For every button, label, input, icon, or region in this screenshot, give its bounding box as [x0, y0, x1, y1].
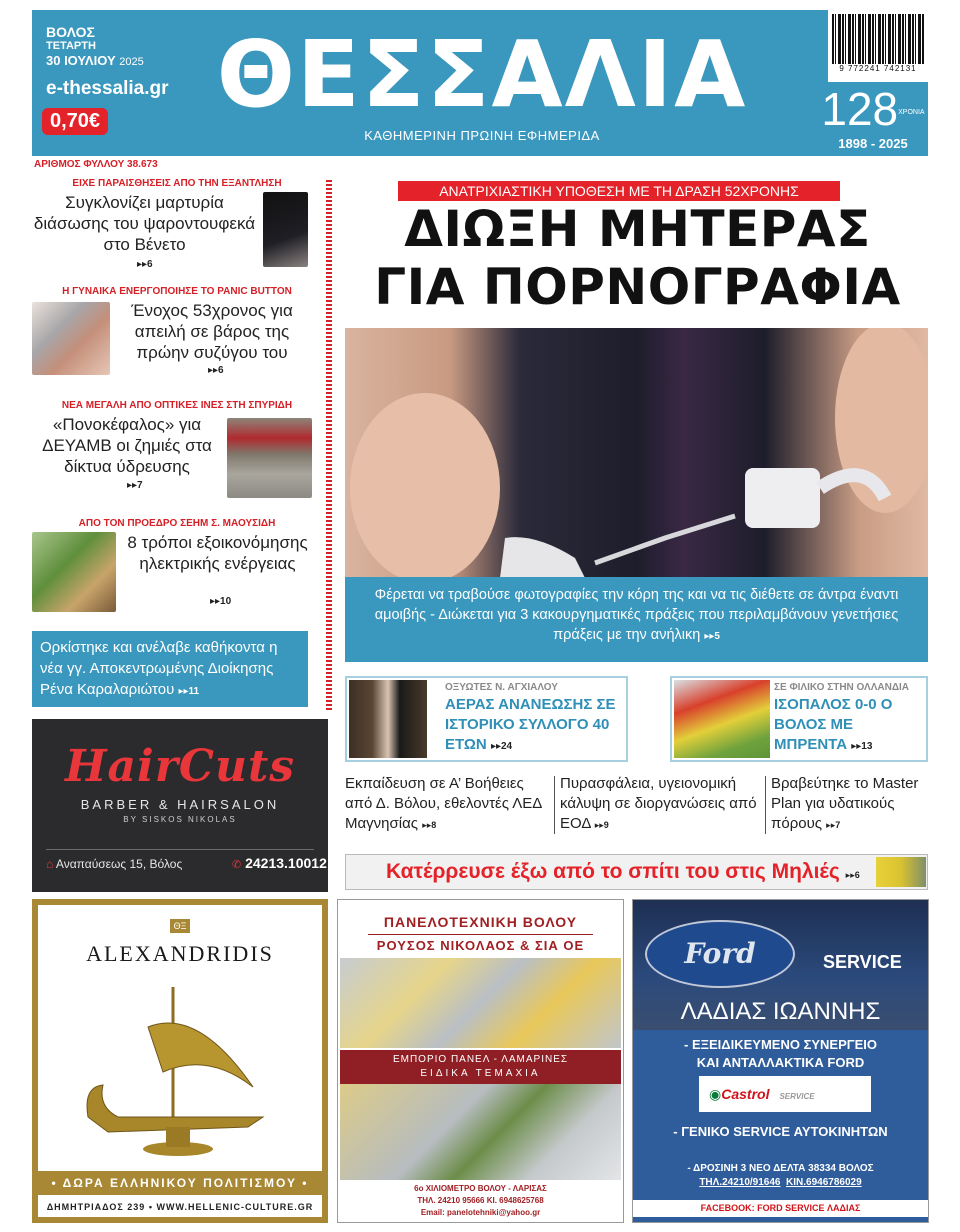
teaser-title-text: ΙΣΟΠΑΛΟΣ 0-0 Ο ΒΟΛΟΣ ΜΕ ΜΠΡΕΝΤΑ	[774, 696, 893, 753]
address-text: Αναπαύσεως 15, Βόλος	[55, 857, 183, 871]
page-ref: ▸▸8	[422, 820, 437, 830]
teaser-photo	[674, 680, 770, 758]
ad-panelotechniki[interactable]	[337, 899, 624, 1223]
date-label	[46, 53, 144, 68]
mini-story-2[interactable]	[560, 774, 760, 835]
page-ref: ▸▸5	[704, 631, 720, 642]
newspaper-logo[interactable]: ΘΕΣΣΑΛΙΑ	[216, 21, 748, 128]
divider	[554, 776, 555, 834]
left-story-4[interactable]	[32, 518, 322, 607]
story-thumbnail	[32, 302, 110, 375]
panel-phone: ΤΗΛ. 24210 95666 ΚΙ. 6948625768	[417, 1196, 544, 1205]
haircuts-phone	[232, 855, 327, 871]
anniversary-label: ΧΡΟΝΙΑ	[898, 108, 925, 116]
news-strip[interactable]	[345, 854, 928, 890]
story-headline[interactable]: Συγκλονίζει μαρτυρία διάσωσης του ψαροντουφεκά στο Βένετο	[33, 193, 256, 254]
page-ref: ▸▸24	[490, 741, 513, 752]
panel-subtitle: ΡΟΥΣΟΣ ΝΙΚΟΛΑΟΣ & ΣΙΑ ΟΕ	[376, 938, 585, 953]
story-kicker: Η ΓΥΝΑΙΚΑ ΕΝΕΡΓΟΠΟΙΗΣΕ ΤΟ PANIC BUTTON	[62, 286, 292, 297]
mini-story-text: Βραβεύτηκε το Master Plan για υδατικούς πόρους	[771, 775, 919, 832]
alexandridis-address: ΔΗΜΗΤΡΙΑΔΟΣ 239 • WWW.HELLENIC-CULTURE.GR	[46, 1202, 314, 1212]
panel-band-line2: ΕΙΔΙΚΑ ΤΕΜΑΧΙΑ	[420, 1068, 541, 1079]
teaser-kicker: ΣΕ ΦΙΛΙΚΟ ΣΤΗΝ ΟΛΛΑΝΔΙΑ	[774, 682, 910, 693]
ford-line-2: - ΓΕΝΙΚΟ SERVICE ΑΥΤΟΚΙΝΗΤΩΝ	[673, 1124, 888, 1139]
page-ref: ▸▸7	[826, 820, 841, 830]
mini-story-1[interactable]	[345, 774, 550, 835]
title-line-1: ΔΙΩΞΗ ΜΗΤΕΡΑΣ	[404, 200, 871, 258]
anniversary-badge	[818, 84, 928, 138]
alexandridis-mark: ΘΞ	[170, 919, 190, 933]
ford-owner-name: ΛΑΔΙΑΣ ΙΩΑΝΝΗΣ	[680, 998, 881, 1025]
page-ref: ▸▸6	[208, 365, 224, 376]
barcode	[828, 10, 928, 82]
ad-ford-service[interactable]	[632, 899, 929, 1223]
panel-email[interactable]: Email: panelotehniki@yahoo.gr	[420, 1208, 541, 1217]
panel-address: 6ο ΧΙΛΙΟΜΕΤΡΟ ΒΟΛΟΥ - ΛΑΡΙΣΑΣ	[414, 1184, 547, 1193]
panel-contact	[338, 1183, 623, 1219]
alexandridis-name: ALEXANDRIDIS	[86, 941, 274, 966]
teaser-card-1[interactable]	[345, 676, 628, 762]
castrol-emblem-icon: ◉	[709, 1086, 722, 1102]
ad-alexandridis[interactable]	[32, 899, 328, 1223]
anniversary-years: 128	[821, 83, 899, 135]
city-label: ΒΟΛΟΣ	[46, 24, 95, 40]
teaser-title	[445, 695, 625, 757]
barcode-number: 9 772241 742131	[839, 64, 917, 73]
date-text: 30 ΙΟΥΛΙΟΥ	[46, 53, 116, 68]
story-thumbnail	[32, 532, 116, 612]
haircuts-logo: HairCuts	[64, 741, 296, 792]
page-ref: ▸▸11	[178, 686, 200, 697]
panels-photo-top	[340, 958, 621, 1048]
story-headline[interactable]: 8 τρόποι εξοικονόμησης ηλεκτρικής ενέργειας	[127, 533, 308, 573]
story-headline[interactable]: Ένοχος 53χρονος για απειλή σε βάρος της πρώην συζύγου του	[131, 301, 293, 362]
phone-icon: ✆	[232, 859, 242, 871]
teaser-title	[774, 695, 924, 757]
teaser-card-2[interactable]	[670, 676, 928, 762]
ad-haircuts[interactable]	[32, 719, 328, 892]
castrol-text: Castrol	[721, 1086, 770, 1102]
story-headline[interactable]: «Πονοκέφαλος» για ΔΕΥΑΜΒ οι ζημιές στα δίκτυα ύδρευσης	[42, 415, 212, 476]
page-ref: ▸▸7	[127, 480, 143, 491]
haircuts-subtitle: BARBER & HAIRSALON	[80, 797, 280, 812]
ford-line-1a: - ΕΞΕΙΔΙΚΕΥΜΕΝΟ ΣΥΝΕΡΓΕΙΟ	[684, 1037, 877, 1052]
teaser-kicker: ΟΞΥΩΤΕΣ Ν. ΑΓΧΙΑΛΟΥ	[445, 682, 558, 693]
ford-line-1b: ΚΑΙ ΑΝΤΑΛΛΑΚΤΙΚΑ FORD	[696, 1055, 865, 1070]
teaser-photo	[349, 680, 427, 758]
castrol-service-text: SERVICE	[779, 1092, 815, 1101]
panel-band	[340, 1050, 621, 1084]
story-kicker: ΑΠΟ ΤΟΝ ΠΡΟΕΔΡΟ ΣΕΗΜ Σ. ΜΑΟΥΣΙΔΗ	[78, 518, 276, 529]
ambulance-thumbnail	[876, 857, 926, 887]
mini-story-text: Πυρασφάλεια, υγειονομική κάλυψη σε διοργανώσεις από ΕΟΔ	[560, 775, 757, 832]
title-line-2: ΓΙΑ ΠΟΡΝΟΓΡΑΦΙΑ	[374, 258, 901, 316]
haircuts-address	[46, 857, 182, 871]
tagline: ΚΑΘΗΜΕΡΙΝΗ ΠΡΩΙΝΗ ΕΦΗΜΕΡΙΔΑ	[364, 128, 600, 143]
panel-title: ΠΑΝΕΛΟΤΕΧΝΙΚΗ ΒΟΛΟΥ	[383, 914, 578, 930]
price-badge: 0,70€	[42, 108, 108, 135]
divider	[765, 776, 766, 834]
issue-number: ΑΡΙΘΜΟΣ ΦΥΛΛΟΥ 38.673	[34, 159, 158, 170]
story-thumbnail	[227, 418, 312, 498]
page-ref: ▸▸6	[845, 870, 860, 880]
year-text: 2025	[119, 56, 144, 68]
left-story-2[interactable]	[32, 286, 322, 376]
panel-band-line1: ΕΜΠΟΡΙΟ ΠΑΝΕΛ - ΛΑΜΑΡΙΝΕΣ	[392, 1054, 569, 1065]
mini-story-text: Εκπαίδευση σε Α’ Βοήθειες από Δ. Βόλου, εθελοντές ΛΕΔ Μαγνησίας	[345, 775, 542, 832]
ford-phone: ΤΗΛ.24210/91646	[699, 1177, 781, 1188]
page-ref: ▸▸9	[594, 820, 609, 830]
ford-line-1	[633, 1036, 928, 1072]
barcode-bars-icon	[832, 14, 924, 64]
divider	[368, 934, 593, 935]
left-story-3[interactable]	[32, 400, 322, 491]
home-icon: ⌂	[46, 857, 54, 871]
page-ref: ▸▸6	[137, 259, 153, 270]
ford-logo: Ford	[645, 920, 795, 988]
phone-text: 24213.10012	[245, 855, 327, 871]
main-story-title[interactable]	[345, 200, 930, 316]
alexandridis-band: • ΔΩΡΑ ΕΛΛΗΝΙΚΟΥ ΠΟΛΙΤΙΣΜΟΥ •	[38, 1171, 322, 1195]
masthead	[32, 10, 928, 156]
column-divider	[326, 180, 332, 712]
strip-text: Κατέρρευσε έξω από το σπίτι του στις Μηλιές	[386, 860, 840, 883]
mini-story-3[interactable]	[771, 774, 931, 835]
blue-news-box[interactable]	[32, 631, 308, 707]
handcuffs-photo-icon	[345, 328, 928, 578]
teaser-title-text: ΑΕΡΑΣ ΑΝΑΝΕΩΣΗΣ ΣΕ ΙΣΤΟΡΙΚΟ ΣΥΛΛΟΓΟ 40 ΕΤΩΝ	[445, 696, 616, 753]
year-range: 1898 - 2025	[838, 136, 908, 151]
left-story-1[interactable]	[32, 178, 322, 270]
story-kicker: ΕΙΧΕ ΠΑΡΑΙΣΘΗΣΕΙΣ ΑΠΟ ΤΗΝ ΕΞΑΝΤΛΗΣΗ	[72, 178, 282, 189]
ford-address: - ΔΡΟΣΙΝΗ 3 ΝΕΟ ΔΕΛΤΑ 38334 ΒΟΛΟΣ	[687, 1163, 874, 1174]
story-thumbnail	[263, 192, 308, 267]
story-kicker: ΝΕΑ ΜΕΓΑΛΗ ΑΠΟ ΟΠΤΙΚΕΣ ΙΝΕΣ ΣΤΗ ΣΠΥΡΙΔΗ	[61, 400, 293, 411]
main-story-caption	[345, 577, 928, 662]
ford-mobile: ΚΙΝ.6946786029	[786, 1177, 862, 1188]
page-ref: ▸▸10	[210, 596, 232, 607]
blue-box-text: Ορκίστηκε και ανέλαβε καθήκοντα η νέα γγ. Αποκεντρωμένης Διοίκησης Ρένα Καραλαριώτου	[40, 639, 278, 698]
ford-facebook[interactable]: FACEBOOK: FORD SERVICE ΛΑΔΙΑΣ	[633, 1200, 928, 1217]
ford-contact	[633, 1162, 928, 1190]
strip-headline	[386, 860, 860, 884]
website-link[interactable]: e-thessalia.gr	[46, 78, 169, 99]
divider	[46, 849, 314, 850]
main-story-kicker: ΑΝΑΤΡΙΧΙΑΣΤΙΚΗ ΥΠΟΘΕΣΗ ΜΕ ΤΗ ΔΡΑΣΗ 52ΧΡΟΝΗΣ	[398, 181, 840, 201]
haircuts-byline: BY SISKOS NIKOLAS	[123, 815, 237, 824]
ford-service-label: SERVICE	[823, 952, 902, 972]
trireme-ship-icon	[78, 977, 278, 1167]
main-story-photo	[345, 328, 928, 578]
page-ref: ▸▸13	[851, 741, 873, 752]
weekday-label: ΤΕΤΑΡΤΗ	[46, 40, 96, 52]
castrol-logo	[699, 1076, 871, 1112]
caption-text: Φέρεται να τραβούσε φωτογραφίες την κόρη της και να τις διέθετε σε άντρα έναντι αμοιβής - Διώκεται για 3 κακουργηματικές πράξεις που περιλαμβάνουν γενετήσιες πράξεις με την ανήλικη	[374, 587, 899, 643]
panels-photo-bottom	[340, 1084, 621, 1180]
